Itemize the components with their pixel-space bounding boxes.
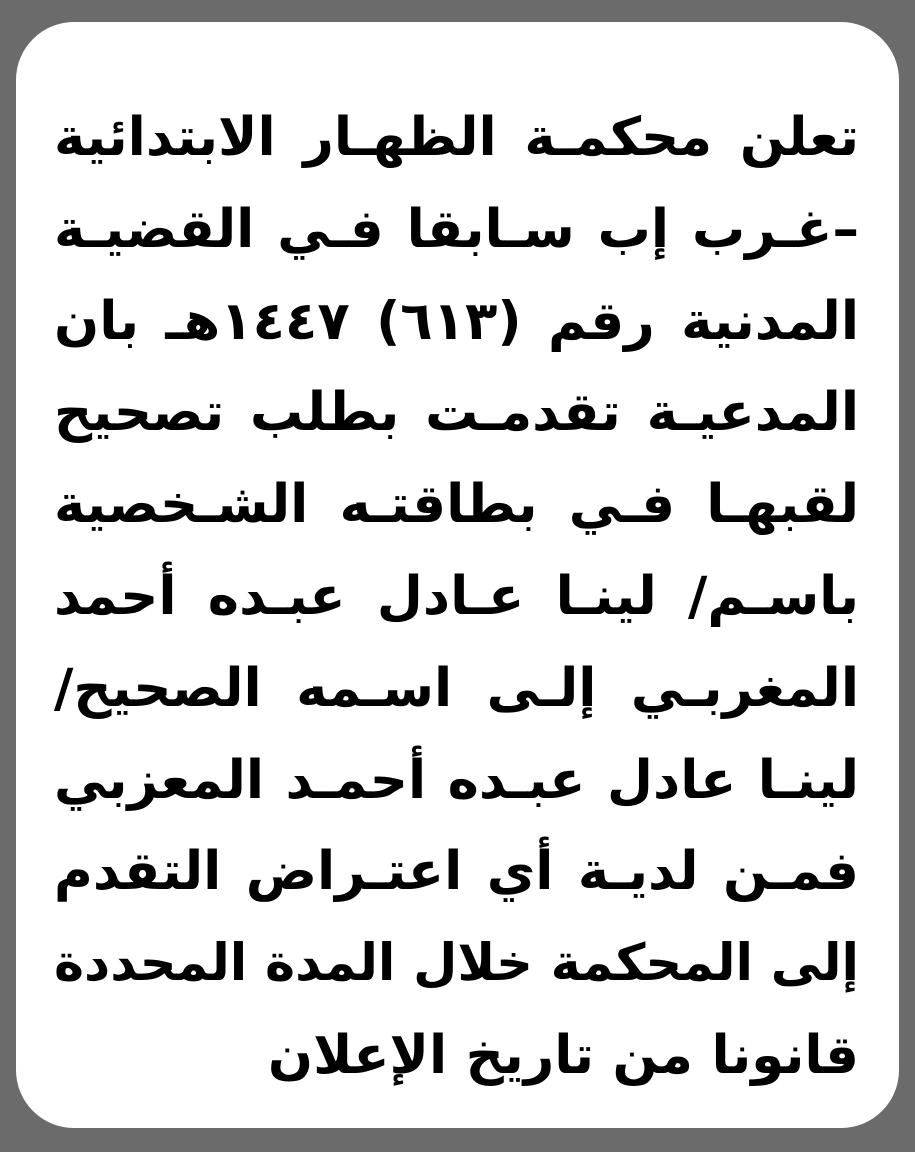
notice-line: لقبهـا فـي بطاقتـه الشـخصية bbox=[54, 474, 859, 536]
notice-line: تعلن محكمـة الظهـار الابتدائية bbox=[54, 107, 859, 168]
notice-line: إلى المحكمة خلال المدة المحددة bbox=[54, 934, 859, 994]
notice-card bbox=[16, 22, 899, 1128]
notice-line: قانونا من تاريخ الإعلان bbox=[267, 1024, 859, 1086]
notice-line: –غـرب إب سـابقا فـي القضيـة bbox=[54, 198, 859, 260]
notice-line: المغربـي إلـى اسـمه الصحيح/ bbox=[54, 657, 859, 719]
notice-line: لينـا عادل عبـده أحمـد المعزبي bbox=[54, 749, 859, 811]
notice-line: المدعيـة تقدمـت بطلب تصحيح bbox=[54, 382, 859, 444]
notice-text bbox=[54, 92, 859, 1102]
notice-line: باسـم/ لينـا عـادل عبـده أحمد bbox=[54, 565, 859, 627]
notice-line: فمـن لديـة أي اعتـراض التقدم bbox=[54, 841, 859, 903]
notice-line: المدنية رقم (٦١٣) ١٤٤٧هـ بان bbox=[54, 290, 859, 352]
